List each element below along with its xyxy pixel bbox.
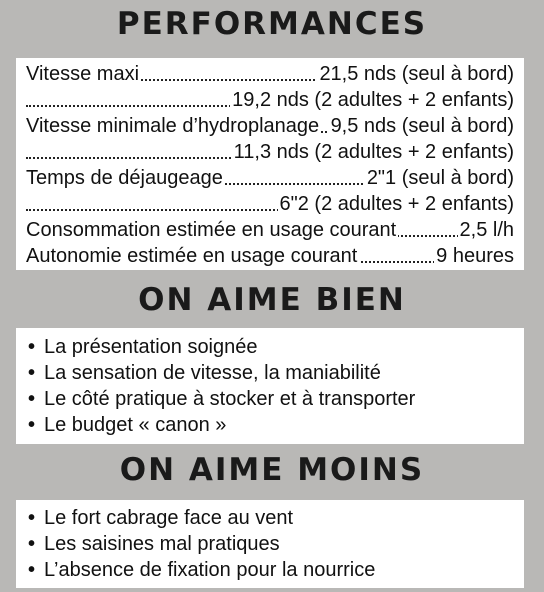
performance-row [26,244,514,268]
list-item [28,557,375,583]
list-item [28,505,293,531]
list-item-text: La sensation de vitesse, la maniabilité [44,362,381,384]
bullet-icon: • [28,362,36,384]
list-item-text: Le budget « canon » [44,414,227,436]
on-aime-bien-heading: ON AIME BIEN [138,282,406,318]
performance-value: 6"2 (2 adultes + 2 enfants) [279,193,514,215]
bullet-icon: • [28,336,36,358]
performance-value: 2,5 l/h [459,219,514,241]
performance-value: 9 heures [436,245,514,267]
list-item [28,360,381,386]
performance-label: Consommation estimée en usage courant [26,219,397,241]
performance-label: Vitesse minimale d’hydroplanage [26,115,320,137]
bullet-icon: • [28,414,36,436]
list-item-text: La présentation soignée [44,336,258,358]
performance-label: Temps de déjaugeage [26,167,223,189]
performance-row [26,88,514,112]
on-aime-bien-panel [16,328,524,444]
performance-value: 21,5 nds (seul à bord) [319,63,514,85]
performance-row [26,192,514,216]
list-item-text: Le côté pratique à stocker et à transporter [44,388,416,410]
performance-row [26,114,514,138]
performance-value: 9,5 nds (seul à bord) [330,115,514,137]
performance-row [26,62,514,86]
performance-value: 19,2 nds (2 adultes + 2 enfants) [232,89,514,111]
on-aime-moins-heading: ON AIME MOINS [119,452,425,488]
performance-value: 2"1 (seul à bord) [366,167,514,189]
performance-value: 11,3 nds (2 adultes + 2 enfants) [233,141,514,163]
performances-heading: PERFORMANCES [116,6,428,42]
performance-row [26,166,514,190]
list-item [28,412,226,438]
bullet-icon: • [28,507,36,529]
list-item-text: L’absence de fixation pour la nourrice [44,559,376,581]
on-aime-moins-panel [16,500,524,588]
performance-row [26,140,514,164]
list-item-text: Le fort cabrage face au vent [44,507,294,529]
list-item [28,334,258,360]
performance-row [26,218,514,242]
list-item [28,531,280,557]
list-item-text: Les saisines mal pratiques [44,533,280,555]
bullet-icon: • [28,559,36,581]
performances-panel [16,58,524,270]
bullet-icon: • [28,388,36,410]
bullet-icon: • [28,533,36,555]
performance-label: Autonomie estimée en usage courant [26,245,358,267]
performance-label: Vitesse maxi [26,63,140,85]
list-item [28,386,415,412]
